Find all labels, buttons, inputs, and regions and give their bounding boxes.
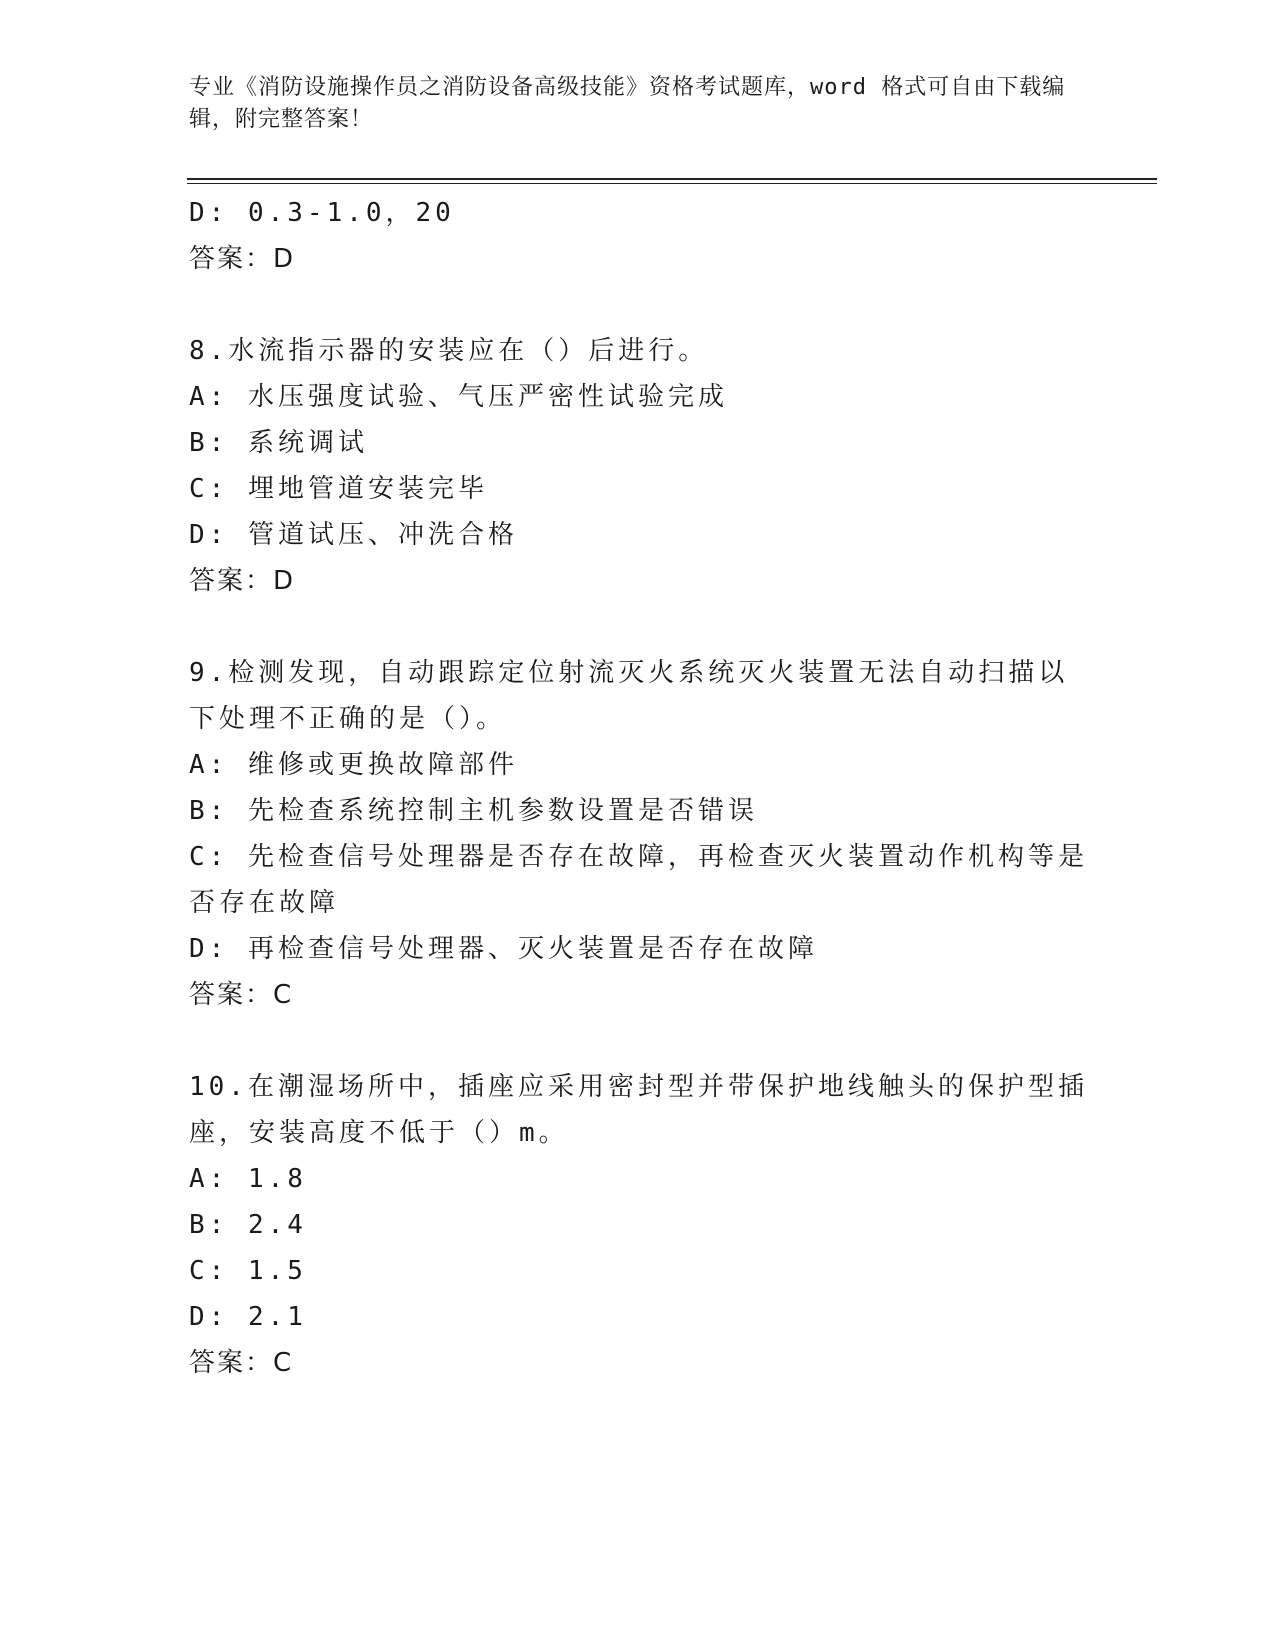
- document-body: [189, 190, 1089, 1386]
- question-9: [189, 650, 1089, 1018]
- previous-question-fragment: [189, 190, 1089, 282]
- header-divider-thin: [187, 183, 1157, 184]
- question-10: [189, 1064, 1089, 1386]
- question-8: [189, 328, 1089, 604]
- option-c: C: 1.5: [189, 1256, 307, 1286]
- option-a: A: 1.8: [189, 1164, 307, 1194]
- spacer: [189, 282, 1089, 328]
- option-c: C: 埋地管道安装完毕: [189, 474, 488, 504]
- spacer: [189, 1018, 1089, 1064]
- option-d: D: 0.3-1.0，20: [189, 198, 455, 228]
- document-header: [189, 72, 1089, 136]
- answer-line: 答案：D: [189, 566, 296, 596]
- header-text: 专业《消防设施操作员之消防设备高级技能》资格考试题库，word 格式可自由下载编辑，附完整答案！: [189, 75, 1066, 132]
- option-d: D: 2.1: [189, 1302, 307, 1332]
- option-a: A: 维修或更换故障部件: [189, 750, 518, 780]
- question-stem: 8.水流指示器的安装应在（）后进行。: [189, 336, 709, 366]
- spacer: [189, 604, 1089, 650]
- option-b: B: 先检查系统控制主机参数设置是否错误: [189, 796, 758, 826]
- option-d: D: 再检查信号处理器、灭火装置是否存在故障: [189, 934, 818, 964]
- option-b: B: 系统调试: [189, 428, 368, 458]
- question-stem: 9.检测发现，自动跟踪定位射流灭火系统灭火装置无法自动扫描以下处理不正确的是（）。: [189, 658, 1069, 734]
- option-a: A: 水压强度试验、气压严密性试验完成: [189, 382, 728, 412]
- header-divider-thick: [187, 178, 1157, 180]
- answer-line: 答案：D: [189, 244, 296, 274]
- option-d: D: 管道试压、冲洗合格: [189, 520, 518, 550]
- answer-line: 答案：C: [189, 980, 294, 1010]
- option-b: B: 2.4: [189, 1210, 307, 1240]
- question-stem: 10.在潮湿场所中，插座应采用密封型并带保护地线触头的保护型插座，安装高度不低于（）m。: [189, 1072, 1088, 1148]
- answer-line: 答案：C: [189, 1348, 294, 1378]
- option-c: C: 先检查信号处理器是否存在故障，再检查灭火装置动作机构等是否存在故障: [189, 842, 1088, 918]
